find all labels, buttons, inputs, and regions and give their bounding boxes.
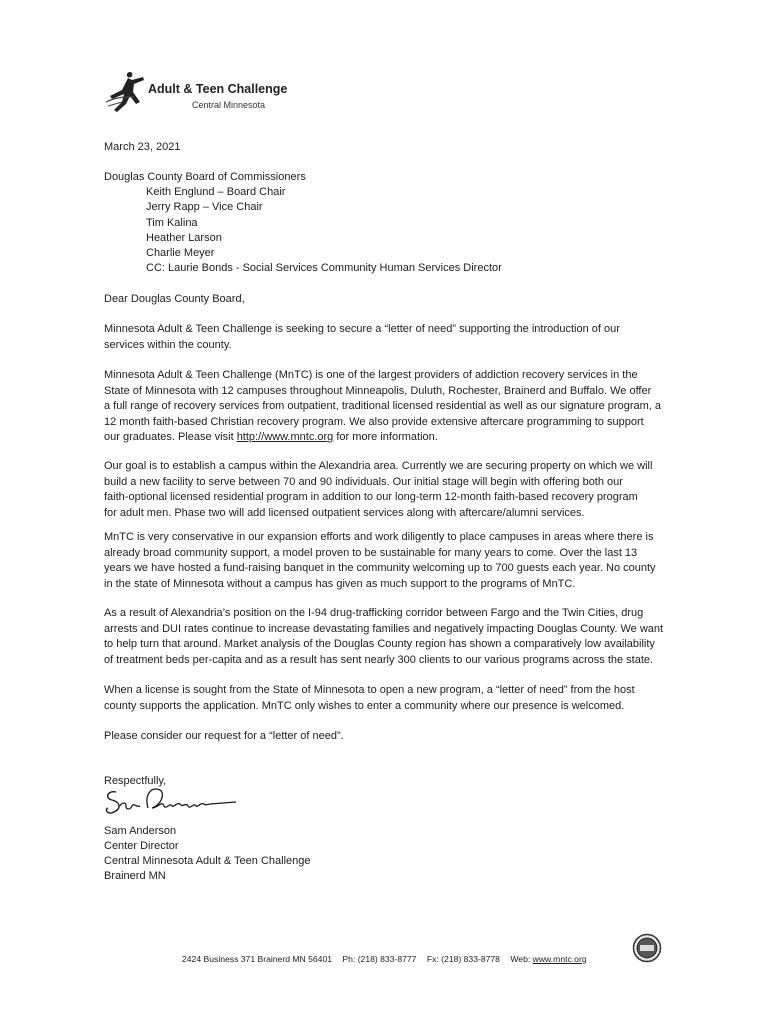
website-link[interactable]: http://www.mntc.org <box>236 431 334 444</box>
paragraph-line: of treatment beds per-capita and as a result has sent nearly 300 clients to our various programs across the state. <box>104 653 654 666</box>
paragraph-line: in the state of Minnesota without a campus has given as much support to the programs of MnTC. <box>104 577 576 590</box>
paragraph-2 <box>104 368 664 446</box>
recipient-name: Jerry Rapp – Vice Chair <box>146 201 263 213</box>
organization-logo <box>100 66 300 116</box>
recipient-name: Tim Kalina <box>146 217 198 229</box>
paragraph-line: When a license is sought from the State of Minnesota to open a new program, a “letter of need” from the host <box>104 684 635 696</box>
paragraph-line: 12 month faith-based Christian recovery program. We also provide extensive aftercare programming to support <box>104 415 644 428</box>
paragraph-line: for adult men. Phase two will add licensed outpatient services along with aftercare/alumni services. <box>104 506 585 519</box>
footer-phone: Ph: (218) 833-8777 <box>342 954 417 964</box>
paragraph-line: Minnesota Adult & Teen Challenge is seeking to secure a “letter of need” supporting the introduction of our <box>104 323 620 335</box>
logo-subtitle: Central Minnesota <box>192 100 266 110</box>
paragraph-1 <box>104 322 664 353</box>
paragraph-text: our graduates. Please visit <box>104 431 237 444</box>
paragraph-5 <box>104 606 664 668</box>
paragraph-6 <box>104 683 664 714</box>
recipient-name: Heather Larson <box>146 232 222 244</box>
salutation: Dear Douglas County Board, <box>104 293 245 305</box>
recipient-org: Douglas County Board of Commissioners <box>104 171 306 183</box>
paragraph-line: Minnesota Adult & Teen Challenge (MnTC) is one of the largest providers of addiction recovery services in the <box>104 369 638 381</box>
letter-date: March 23, 2021 <box>104 141 181 153</box>
paragraph-7 <box>104 729 664 745</box>
logo-title: Adult & Teen Challenge <box>148 82 288 96</box>
paragraph-line: arrests and DUI rates continue to increase devastating families and negatively impacting Douglas County. We want <box>104 622 664 635</box>
footer-web-label: Web: <box>510 954 531 964</box>
footer-address: 2424 Business 371 Brainerd MN 56401 <box>182 954 333 964</box>
paragraph-text: for more information. <box>333 431 438 444</box>
paragraph-line: Please consider our request for a “letter of need”. <box>104 730 344 742</box>
paragraph-line: MnTC is very conservative in our expansion efforts and work diligently to place campuses in areas where there is <box>104 531 654 543</box>
paragraph-3 <box>104 459 664 521</box>
paragraph-line <box>104 430 664 446</box>
paragraph-line: build a new facility to serve between 70 and 90 individuals. Our initial stage will begin with offering both our <box>104 475 623 488</box>
signer-location: Brainerd MN <box>104 870 166 882</box>
paragraph-line: Our goal is to establish a campus within the Alexandria area. Currently we are securing property on which we will <box>104 460 653 472</box>
paragraph-line: a full range of recovery services from outpatient, traditional licensed residential as well as our signature program, a <box>104 400 661 413</box>
paragraph-line: county supports the application. MnTC only wishes to enter a community where our presence is welcomed. <box>104 699 625 712</box>
paragraph-line: faith-optional licensed residential program in addition to our long-term 12-month faith-based recovery program <box>104 491 638 504</box>
signer-title: Center Director <box>104 840 179 852</box>
paragraph-line: services within the county. <box>104 338 232 351</box>
accreditation-seal-icon <box>632 933 662 963</box>
recipient-cc: CC: Laurie Bonds - Social Services Community Human Services Director <box>146 262 502 274</box>
footer-fax: Fx: (218) 833-8778 <box>426 954 500 964</box>
paragraph-4 <box>104 530 664 592</box>
paragraph-line: State of Minnesota with 12 campuses throughout Minneapolis, Duluth, Rochester, Brainerd and Buffalo. We offer <box>104 384 652 397</box>
paragraph-line: already broad community support, a model proven to be sustainable for many years to come. Over the last 13 <box>104 546 638 559</box>
paragraph-line: years we have hosted a fund-raising banquet in the community welcoming up to 700 guests each year. No county <box>104 562 656 575</box>
recipient-name: Keith Englund – Board Chair <box>146 186 286 198</box>
signer-name: Sam Anderson <box>104 825 177 837</box>
signer-org: Central Minnesota Adult & Teen Challenge <box>104 855 311 867</box>
handwritten-signature <box>102 780 242 820</box>
footer-web-link[interactable]: www.mntc.org <box>532 954 587 964</box>
closing: Respectfully, <box>104 775 167 787</box>
letterhead-footer <box>182 954 587 964</box>
recipient-name: Charlie Meyer <box>146 247 215 259</box>
paragraph-line: to help turn that around. Market analysis of the Douglas County region has shown a comparatively low availability <box>104 638 655 651</box>
paragraph-line: As a result of Alexandria’s position on the I-94 drug-trafficking corridor between Fargo and the Twin Cities, drug <box>104 607 644 619</box>
